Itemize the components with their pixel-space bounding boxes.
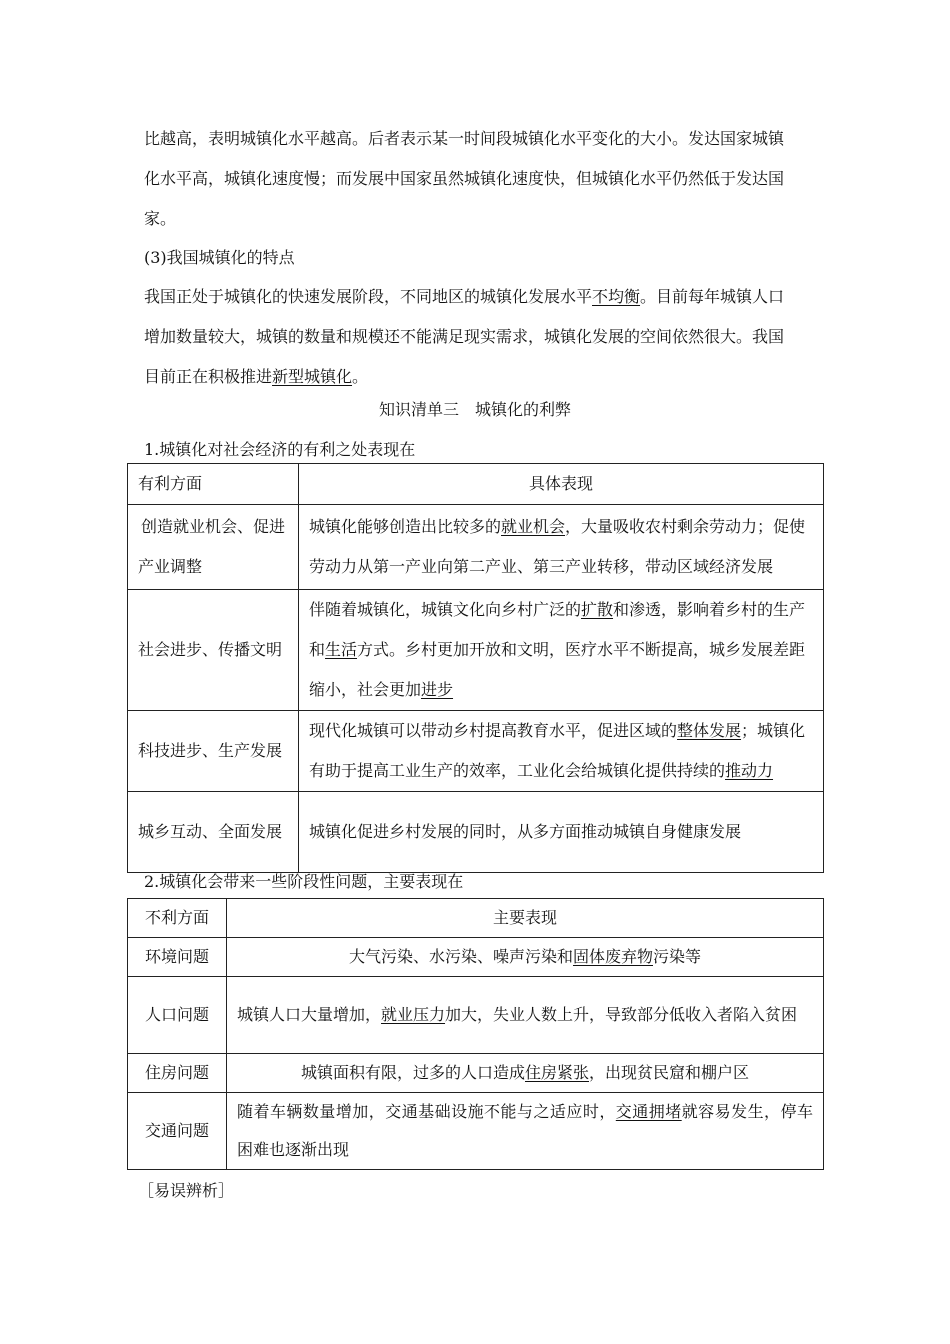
aspect-cell: 人口问题 [128, 977, 227, 1054]
underlined-term: 整体发展 [677, 721, 742, 740]
text-segment: 我国正处于城镇化的快速发展阶段，不同地区的城镇化发展水平 [144, 287, 593, 306]
table-row [128, 1093, 824, 1170]
header-cell: 具体表现 [299, 464, 824, 505]
detail-cell [227, 938, 824, 977]
text-segment: 城镇人口大量增加， [237, 1005, 382, 1024]
table-row [128, 938, 824, 977]
detail-cell: 城镇化促进乡村发展的同时，从多方面推动城镇自身健康发展 [299, 792, 824, 873]
text-segment: 方式。乡村更加开放和文明，医疗水平不断提高，城乡发展差距缩小，社会更加 [309, 640, 806, 699]
table-row [128, 1054, 824, 1093]
header-cell: 不利方面 [128, 899, 227, 938]
table-header-row [128, 899, 824, 938]
text-segment: 就容易发生，停车困难也逐渐出现 [237, 1102, 813, 1159]
text-segment: ，出现贫民窟和棚户区 [589, 1063, 750, 1082]
header-cell: 主要表现 [227, 899, 824, 938]
footer-note: ［易误辨析］ [138, 1181, 235, 1200]
text-segment: 加大，失业人数上升，导致部分低收入者陷入贫困 [445, 1005, 798, 1024]
underlined-term: 固体废弃物 [572, 947, 653, 966]
table-header-row [128, 464, 824, 505]
section3-para-line-2: 增加数量较大，城镇的数量和规模还不能满足现实需求，城镇化发展的空间依然很大。我国 [144, 327, 785, 346]
text-segment: 目前正在积极推进 [144, 367, 273, 386]
text-segment: 和渗透，影响着乡村的生产和 [309, 600, 806, 659]
text-segment: ，大量吸收农村剩余劳动力；促使劳动力从第一产业向第二产业、第三产业转移，带动区域经济发展 [309, 517, 806, 576]
knowledge-title: 知识清单三 城镇化的利弊 [378, 400, 571, 419]
intro-line-3: 家。 [144, 209, 177, 228]
aspect-cell: 环境问题 [128, 938, 227, 977]
detail-cell [227, 1054, 824, 1093]
section3-para-line-1 [144, 284, 784, 307]
section3-heading: (3)我国城镇化的特点 [144, 248, 295, 267]
underlined-term: 就业压力 [381, 1005, 446, 1024]
underlined-term: 交通拥堵 [615, 1102, 682, 1121]
underlined-term: 生活 [325, 640, 358, 659]
underlined-term: 住房紧张 [524, 1063, 589, 1082]
table-row [128, 792, 824, 873]
underlined-term: 进步 [421, 680, 454, 699]
underlined-term: 不均衡 [592, 287, 641, 306]
underlined-term: 就业机会 [501, 517, 566, 536]
text-segment: ；城镇化有助于提高工业生产的效率，工业化会给城镇化提供持续的 [309, 721, 806, 780]
aspect-cell: 创造就业机会、促进产业调整 [128, 505, 299, 590]
text-segment: 伴随着城镇化，城镇文化向乡村广泛的 [309, 600, 582, 619]
aspect-cell: 科技进步、生产发展 [128, 711, 299, 792]
text-segment: 现代化城镇可以带动乡村提高教育水平，促进区域的 [309, 721, 678, 740]
table-row [128, 590, 824, 711]
list2-title: 2.城镇化会带来一些阶段性问题，主要表现在 [144, 872, 464, 891]
text-segment: 大气污染、水污染、噪声污染和 [348, 947, 573, 966]
section3-para-line-3 [144, 364, 368, 387]
problems-table [127, 898, 824, 1170]
table-row [128, 977, 824, 1054]
text-segment: 。 [352, 367, 369, 386]
text-segment: 随着车辆数量增加，交通基础设施不能与之适应时， [237, 1102, 616, 1121]
advantages-table [127, 463, 824, 873]
text-segment: 城镇面积有限，过多的人口造成 [300, 1063, 525, 1082]
header-cell: 有利方面 [128, 464, 299, 505]
underlined-term: 推动力 [725, 761, 774, 780]
detail-cell [227, 1093, 824, 1170]
text-segment: 污染等 [653, 947, 702, 966]
detail-cell [299, 590, 824, 711]
aspect-cell: 住房问题 [128, 1054, 227, 1093]
detail-cell [227, 977, 824, 1054]
detail-cell [299, 505, 824, 590]
aspect-cell: 交通问题 [128, 1093, 227, 1170]
intro-line-1: 比越高，表明城镇化水平越高。后者表示某一时间段城镇化水平变化的大小。发达国家城镇 [144, 129, 785, 148]
table-row [128, 711, 824, 792]
underlined-term: 扩散 [581, 600, 614, 619]
text-segment: 。目前每年城镇人口 [640, 287, 785, 306]
aspect-cell: 城乡互动、全面发展 [128, 792, 299, 873]
detail-cell [299, 711, 824, 792]
table-row [128, 505, 824, 590]
list1-title: 1.城镇化对社会经济的有利之处表现在 [144, 440, 416, 459]
intro-line-2: 化水平高，城镇化速度慢；而发展中国家虽然城镇化速度快，但城镇化水平仍然低于发达国 [144, 169, 785, 188]
aspect-cell: 社会进步、传播文明 [128, 590, 299, 711]
text-segment: 城镇化能够创造出比较多的 [309, 517, 502, 536]
underlined-term: 新型城镇化 [272, 367, 353, 386]
